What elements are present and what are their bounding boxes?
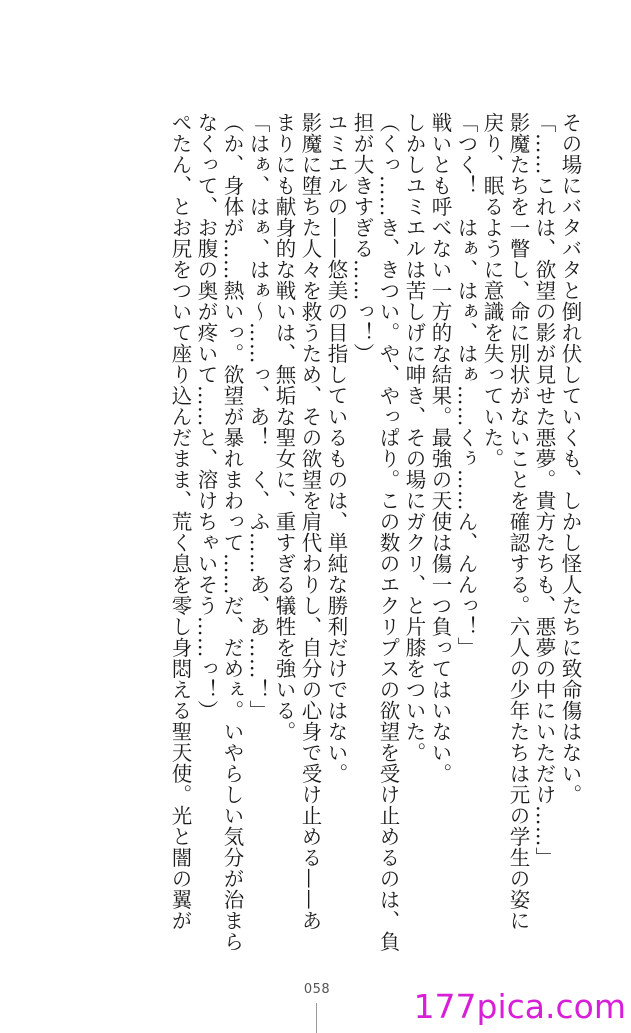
text-line-7: しかしユミエルは苦しげに呻き、その場にガクリ、と片膝をついた。 [402,112,426,763]
text-line-15: なくって、お腹の奥が疼いて……と、溶けちゃいそう……っ！） [194,112,218,721]
text-line-16: ぺたん、とお尻をついて座り込んだまま、荒く息を零し身悶える聖天使。光と闇の翼が [168,112,192,931]
page-number-rule [316,1003,317,1033]
text-line-2: 「……これは、欲望の影が見せた悪夢。貴方たちも、悪夢の中にいただけ……」 [532,112,556,868]
vertical-text-block [43,112,583,960]
text-line-3: 影魔たちを一瞥し、命に別状がないことを確認する。六人の少年たちは元の学生の姿に [506,112,530,931]
text-line-13: 「はぁ、はぁ、はぁ～……っ、あ！ く、ふ……あ、あ……！」 [246,112,270,721]
text-line-12: まりにも献身的な戦いは、無垢な聖女に、重すぎる犠牲を強いる。 [272,112,296,742]
text-line-6: 戦いとも呼べない一方的な結果。最強の天使は傷一つ負ってはいない。 [428,112,452,784]
page-number: 058 [303,982,331,997]
watermark: 177pica.com [413,987,626,1026]
text-line-14: （か、身体が……熱いっ。欲望が暴れまわって……だ、だめぇ。いやらしい気分が治まら [220,112,244,952]
text-line-8: （くっ……き、きつい。や、やっぱり。この数のエクリプスの欲望を受け止めるのは、負 [376,112,400,952]
text-line-11: 影魔に堕ちた人々を救うため、その欲望を肩代わりし、自分の心身で受け止める——あ [298,112,322,931]
text-line-5: 「つく！ はぁ、はぁ、はぁ……くぅ……ん、んんっ！」 [454,112,478,658]
text-line-9: 担が大きすぎる……っ！） [350,112,374,364]
text-line-4: 戻り、眠るように意識を失っていた。 [480,112,504,469]
text-line-10: ユミエルの——悠美の目指しているものは、単純な勝利だけではない。 [324,112,348,784]
text-line-1: その場にバタバタと倒れ伏していくも、しかし怪人たちに致命傷はない。 [558,112,582,805]
